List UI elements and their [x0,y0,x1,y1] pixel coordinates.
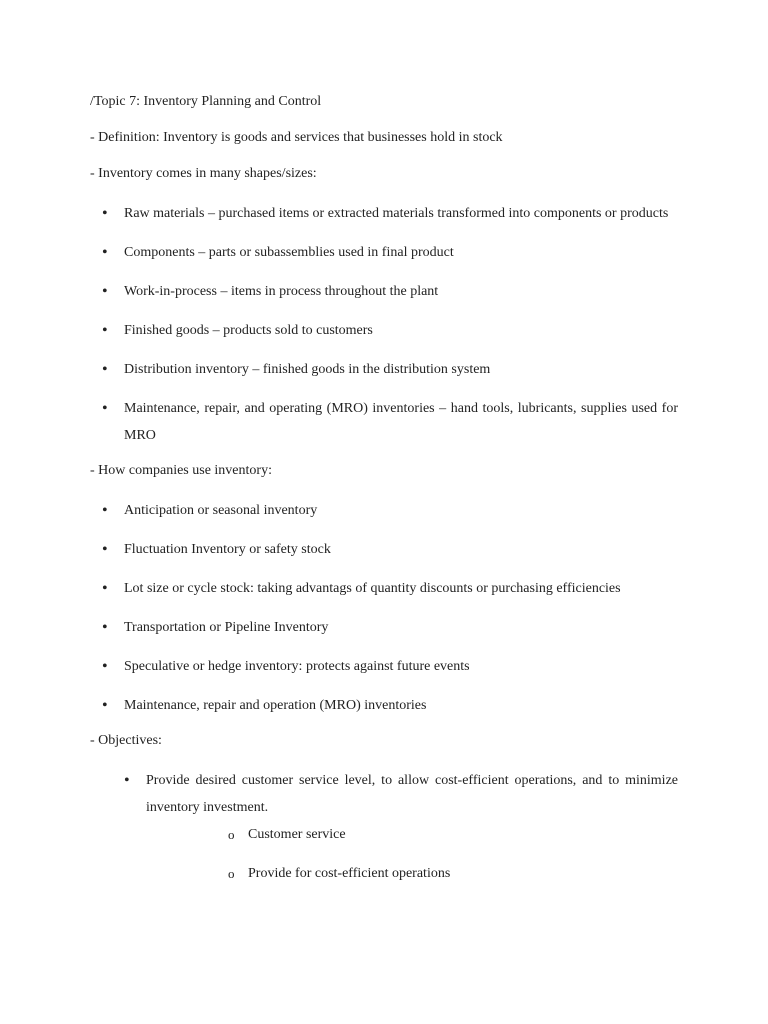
page-title: /Topic 7: Inventory Planning and Control [90,94,322,109]
list-item: • Anticipation or seasonal inventory [90,497,678,524]
sub-list-item: o Customer service [146,821,678,848]
list-item: • Finished goods – products sold to customers [90,317,678,344]
list-item: • Transportation or Pipeline Inventory [90,614,678,641]
list-item: • Fluctuation Inventory or safety stock [90,536,678,563]
usage-list [90,497,678,719]
usage-heading: - How companies use inventory: [90,463,272,478]
list-item: • Speculative or hedge inventory: protects against future events [90,653,678,680]
shapes-heading: - Inventory comes in many shapes/sizes: [90,166,317,181]
document-page [90,92,678,899]
definition-text: - Definition: Inventory is goods and services that businesses hold in stock [90,130,503,145]
list-item: • Lot size or cycle stock: taking advantags of quantity discounts or purchasing efficiencies [90,575,678,602]
objectives-sub-list [146,821,678,887]
list-item: • Raw materials – purchased items or extracted materials transformed into components or products [90,200,678,227]
list-item [90,767,678,887]
list-item: • Work-in-process – items in process throughout the plant [90,278,678,305]
list-item: • Maintenance, repair, and operating (MRO) inventories – hand tools, lubricants, supplies used for MRO [90,395,678,449]
list-item: • Maintenance, repair and operation (MRO) inventories [90,692,678,719]
objectives-list [90,767,678,887]
objective-main-text: Provide desired customer service level, to allow cost-efficient operations, and to minimize inventory investment. [146,773,678,815]
list-item: • Distribution inventory – finished goods in the distribution system [90,356,678,383]
list-item: • Components – parts or subassemblies used in final product [90,239,678,266]
sub-list-item: o Provide for cost-efficient operations [146,860,678,887]
objectives-heading: - Objectives: [90,733,162,748]
shapes-list [90,200,678,449]
